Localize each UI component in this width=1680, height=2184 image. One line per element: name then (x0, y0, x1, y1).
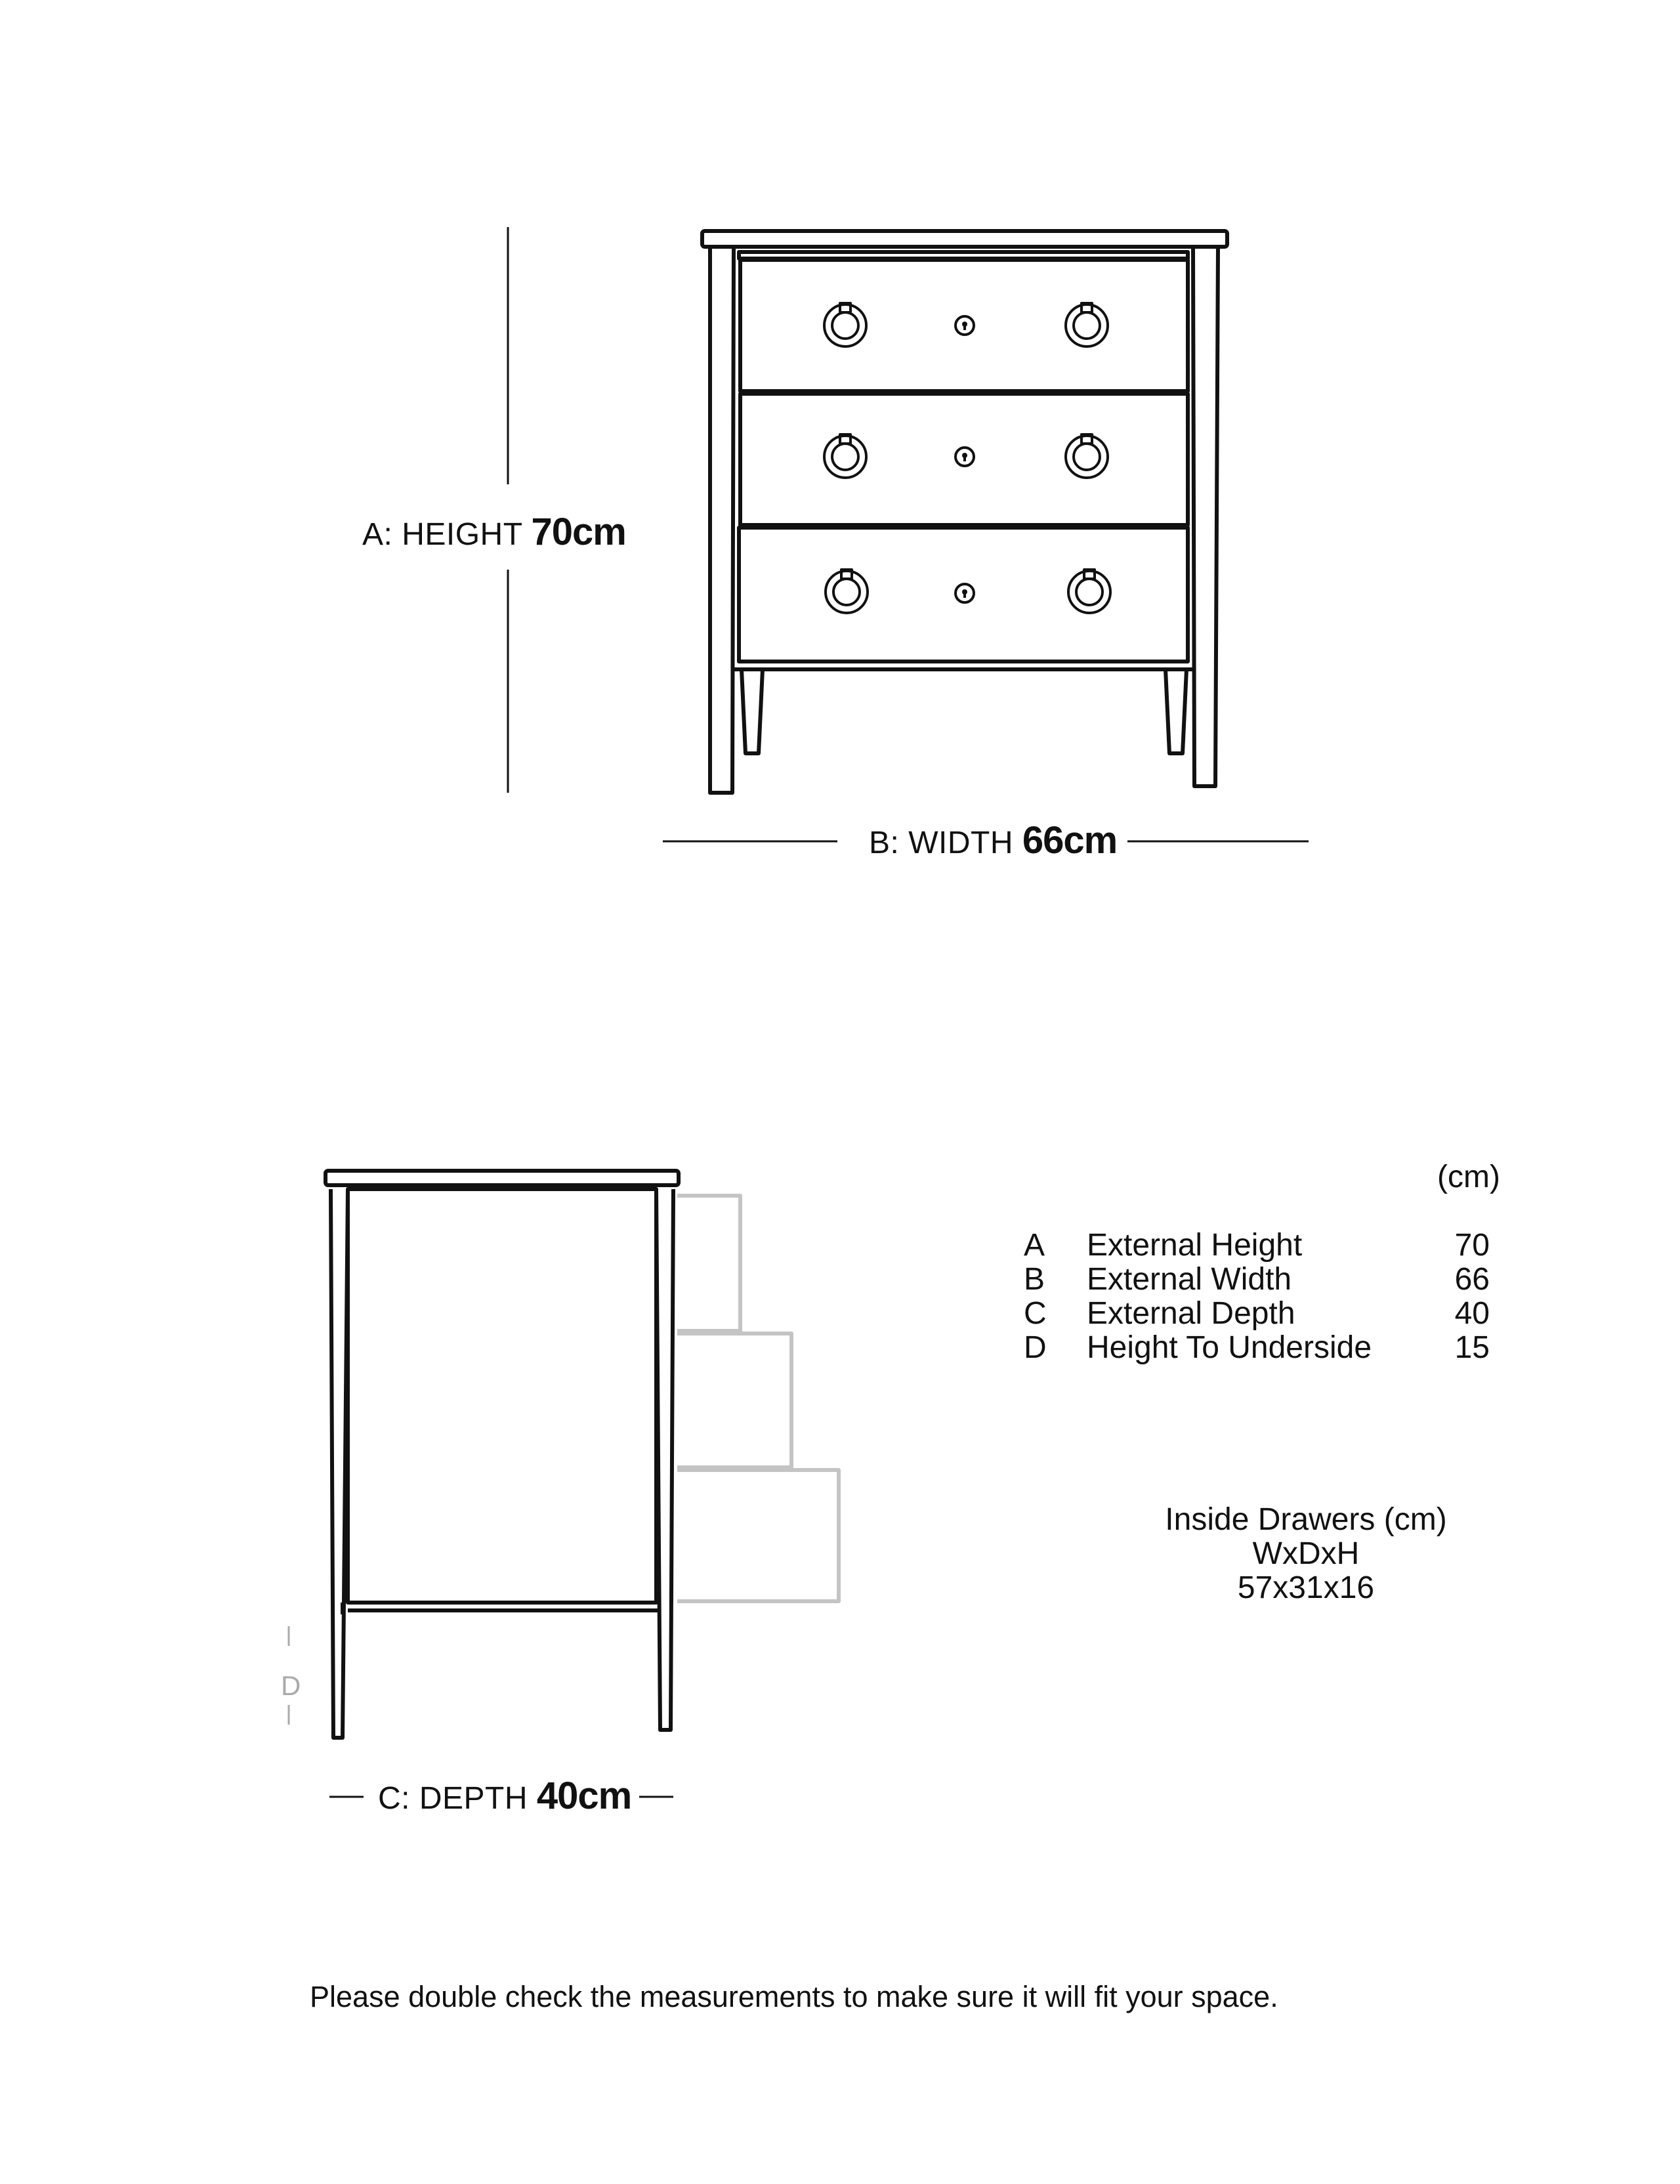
depth-value: 40cm (536, 1774, 632, 1817)
table-row (1024, 1230, 1522, 1264)
drawer-handles (824, 303, 1110, 613)
table-row (1024, 1264, 1522, 1298)
row-key: C (1024, 1296, 1047, 1331)
height-value: 70cm (531, 511, 626, 553)
row-key: D (1024, 1330, 1047, 1365)
height-label (362, 513, 626, 551)
inside-drawers-title: Inside Drawers (cm) (1165, 1502, 1447, 1537)
row-name: External Height (1087, 1228, 1303, 1263)
row-name: Height To Underside (1087, 1330, 1372, 1365)
width-value: 66cm (1022, 819, 1118, 862)
width-label (869, 819, 1118, 862)
table-row (1024, 1298, 1522, 1332)
measurement-note: Please double check the measurements to make sure it will fit your space. (310, 1980, 1278, 2013)
inside-drawers-info (1142, 1503, 1470, 1605)
row-key: B (1024, 1262, 1045, 1297)
depth-label (378, 1774, 632, 1817)
underside-label: D (281, 1670, 301, 1701)
row-name: External Width (1087, 1262, 1292, 1297)
row-value: 40 (1454, 1296, 1490, 1331)
width-label-text: B: WIDTH (869, 826, 1013, 860)
row-name: External Depth (1087, 1296, 1295, 1331)
row-value: 66 (1454, 1262, 1490, 1297)
height-label-text: A: HEIGHT (362, 517, 522, 552)
row-value: 70 (1454, 1228, 1490, 1263)
table-row (1024, 1332, 1522, 1366)
depth-label-text: C: DEPTH (378, 1781, 528, 1816)
table-unit: (cm) (1437, 1160, 1500, 1194)
inside-drawers-value: 57x31x16 (1237, 1570, 1375, 1605)
row-key: A (1024, 1228, 1045, 1263)
row-value: 15 (1454, 1330, 1490, 1365)
inside-drawers-format: WxDxH (1252, 1536, 1360, 1571)
side-view-chest (326, 1171, 679, 1738)
side-view-drawers (677, 1196, 839, 1601)
